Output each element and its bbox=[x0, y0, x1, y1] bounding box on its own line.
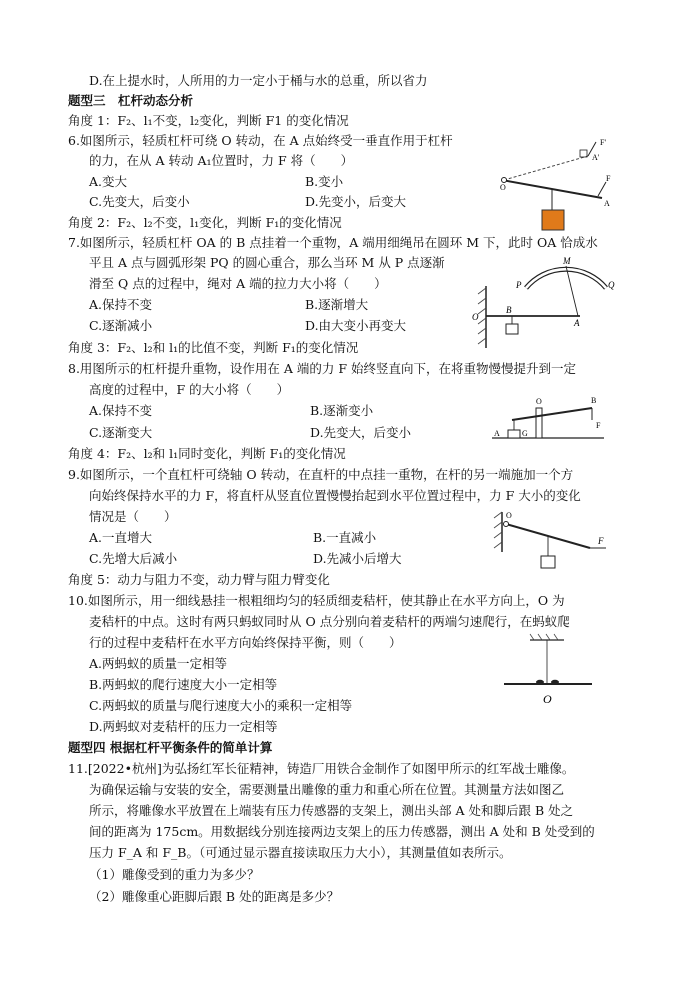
q11-subq-1: （1）雕像受到的重力为多少？ bbox=[89, 867, 260, 882]
q8-option-c: C.逐渐变大 bbox=[89, 425, 153, 440]
angle-2-heading: 角度 2：F₂、l₂不变，l₁变化，判断 F₁的变化情况 bbox=[68, 215, 342, 230]
q6-stem-line1: 6.如图所示，轻质杠杆可绕 O 转动，在 A 点始终受一垂直作用于杠杆 bbox=[68, 133, 453, 148]
q7-stem-line1: 7.如图所示，轻质杠杆 OA 的 B 点挂着一个重物，A 端用细绳吊在圆环 M 下，此时 OA 恰成水 bbox=[68, 235, 598, 250]
q9-weight bbox=[541, 556, 555, 568]
q8-stem-line1: 8.用图所示的杠杆提升重物，设作用在 A 端的力 F 始终竖直向下，在将重物慢慢提升到一定 bbox=[68, 361, 577, 376]
q8-weight bbox=[508, 430, 520, 438]
q7-option-b: B.逐渐增大 bbox=[305, 297, 369, 312]
q6-label-a-prime: A' bbox=[592, 153, 600, 162]
q7-wall-hatching bbox=[478, 288, 486, 344]
q9-figure bbox=[490, 508, 610, 578]
section-heading-3: 题型三 杠杆动态分析 bbox=[68, 93, 194, 108]
q9-option-c: C.先增大后减小 bbox=[89, 551, 178, 566]
q11-stem-line5: 压力 F_A 和 F_B。（可通过显示器直接读取压力大小），其测量值如表所示。 bbox=[89, 845, 512, 860]
q7-label-q: Q bbox=[608, 280, 615, 290]
q11-subq-2: （2）雕像重心距脚后跟 B 处的距离是多少？ bbox=[89, 889, 340, 904]
q6-option-d: D.先变小，后变大 bbox=[305, 194, 407, 209]
q8-stand bbox=[536, 408, 542, 438]
q9-option-a: A.一直增大 bbox=[89, 530, 153, 545]
q9-option-d: D.先减小后增大 bbox=[313, 551, 402, 566]
q11-stem-line2: 为确保运输与安装的安全，需要测量出雕像的重力和重心所在位置。其测量方法如图乙 bbox=[89, 782, 565, 797]
angle-5-heading: 角度 5：动力与阻力不变，动力臂与阻力臂变化 bbox=[68, 572, 330, 587]
q6-label-o: O bbox=[500, 183, 506, 192]
q6-option-c: C.先变大，后变小 bbox=[89, 194, 190, 209]
angle-4-heading: 角度 4：F₂、l₂和 l₁同时变化，判断 F₁的变化情况 bbox=[68, 446, 346, 461]
q6-option-b: B.变小 bbox=[305, 174, 344, 189]
q7-option-c: C.逐渐减小 bbox=[89, 318, 153, 333]
q11-stem-line4: 间的距离为 175cm。用数据线分别连接两边支架上的压力传感器，测出 A 处和 B 处受到的 bbox=[89, 824, 595, 839]
q7-label-o: O bbox=[472, 312, 479, 322]
q6-lever-rotated bbox=[504, 156, 588, 180]
q11-stem-line1: 11.[2022•杭州]为弘扬红军长征精神，铸造厂用铁合金制作了如图甲所示的红军战士雕像。 bbox=[68, 761, 575, 776]
q8-option-a: A.保持不变 bbox=[89, 403, 153, 418]
q7-stem-line2: 平且 A 点与圆弧形架 PQ 的圆心重合，那么当环 M 从 P 点逐渐 bbox=[89, 255, 445, 270]
q6-right-angle-mark bbox=[580, 150, 587, 157]
q8-label-g: G bbox=[522, 429, 528, 438]
q9-stem-line1: 9.如图所示，一个直杠杆可绕轴 O 转动，在直杆的中点挂一重物，在杆的另一端施加一个方 bbox=[68, 467, 574, 482]
q6-option-a: A.变大 bbox=[89, 174, 128, 189]
q11-stem-line3: 所示，将雕像水平放置在上端装有压力传感器的支架上，测出头部 A 处和脚后跟 B 处之 bbox=[89, 803, 574, 818]
q9-wall-hatching bbox=[494, 512, 502, 548]
q8-label-b: B bbox=[591, 396, 597, 405]
q7-rope bbox=[566, 266, 578, 316]
q8-option-d: D.先变大，后变小 bbox=[310, 425, 412, 440]
q10-figure bbox=[500, 628, 596, 708]
q8-stem-line2: 高度的过程中，F 的大小将（ ） bbox=[89, 382, 290, 397]
q10-option-d: D.两蚂蚁对麦秸杆的压力一定相等 bbox=[89, 719, 278, 734]
q10-option-b: B.两蚂蚁的爬行速度大小一定相等 bbox=[89, 677, 278, 692]
q10-label-o: O bbox=[543, 692, 552, 706]
q9-option-b: B.一直减小 bbox=[313, 530, 377, 545]
section-heading-4: 题型四 根据杠杆平衡条件的简单计算 bbox=[68, 740, 273, 755]
q8-label-f: F bbox=[596, 421, 601, 430]
q8-lever bbox=[512, 408, 592, 420]
q6-label-a: A bbox=[604, 199, 610, 208]
q6-force-arrow bbox=[598, 182, 606, 196]
q8-label-o: O bbox=[536, 397, 542, 406]
q8-label-a: A bbox=[494, 429, 500, 438]
q7-label-p: P bbox=[516, 280, 522, 290]
q8-figure bbox=[488, 392, 608, 448]
angle-1-heading: 角度 1：F₂、l₁不变，l₂变化，判断 F1 的变化情况 bbox=[68, 113, 349, 128]
q10-option-a: A.两蚂蚁的质量一定相等 bbox=[89, 656, 228, 671]
q9-label-o: O bbox=[506, 511, 512, 520]
q7-stem-line3: 滑至 Q 点的过程中，绳对 A 端的拉力大小将（ ） bbox=[89, 276, 387, 291]
q10-ant-right bbox=[551, 680, 559, 684]
q6-label-f-prime: F' bbox=[600, 138, 606, 147]
q10-ant-left bbox=[536, 680, 544, 684]
q7-label-b: B bbox=[506, 305, 512, 315]
q7-option-a: A.保持不变 bbox=[89, 297, 153, 312]
q10-ceiling-hatching bbox=[530, 634, 558, 640]
option-d-q5: D.在上提水时，人所用的力一定小于桶与水的总重，所以省力 bbox=[89, 73, 428, 88]
q7-option-d: D.由大变小再变大 bbox=[305, 318, 407, 333]
q9-pivot bbox=[504, 522, 509, 527]
q7-weight bbox=[506, 324, 518, 334]
q9-label-f: F bbox=[598, 536, 604, 546]
q6-weight bbox=[542, 210, 564, 230]
q9-stem-line3: 情况是（ ） bbox=[89, 509, 177, 524]
q7-figure bbox=[470, 256, 630, 348]
q6-stem-line2: 的力，在从 A 转动 A₁位置时，力 F 将（ ） bbox=[89, 153, 354, 168]
q6-figure bbox=[500, 136, 612, 232]
q8-option-b: B.逐渐变小 bbox=[310, 403, 374, 418]
angle-3-heading: 角度 3：F₂、l₂和 l₁的比值不变，判断 F₁的变化情况 bbox=[68, 340, 359, 355]
q10-stem-line1: 10.如图所示，用一细线悬挂一根粗细均匀的轻质细麦秸杆，使其静止在水平方向上，O 为 bbox=[68, 593, 565, 608]
q7-label-a: A bbox=[574, 318, 580, 328]
q10-stem-line3: 行的过程中麦秸杆在水平方向始终保持平衡，则（ ） bbox=[89, 635, 402, 650]
q10-option-c: C.两蚂蚁的质量与爬行速度大小的乘积一定相等 bbox=[89, 698, 353, 713]
q6-label-f: F bbox=[606, 174, 611, 183]
q6-pivot bbox=[502, 178, 507, 183]
q9-stem-line2: 向始终保持水平的力 F，将直杆从竖直位置慢慢抬起到水平位置过程中，力 F 大小的变化 bbox=[89, 488, 581, 503]
q10-stem-line2: 麦秸杆的中点。这时有两只蚂蚁同时从 O 点分别向着麦秸杆的两端匀速爬行，在蚂蚁爬 bbox=[89, 614, 570, 629]
q7-label-m: M bbox=[563, 256, 571, 266]
